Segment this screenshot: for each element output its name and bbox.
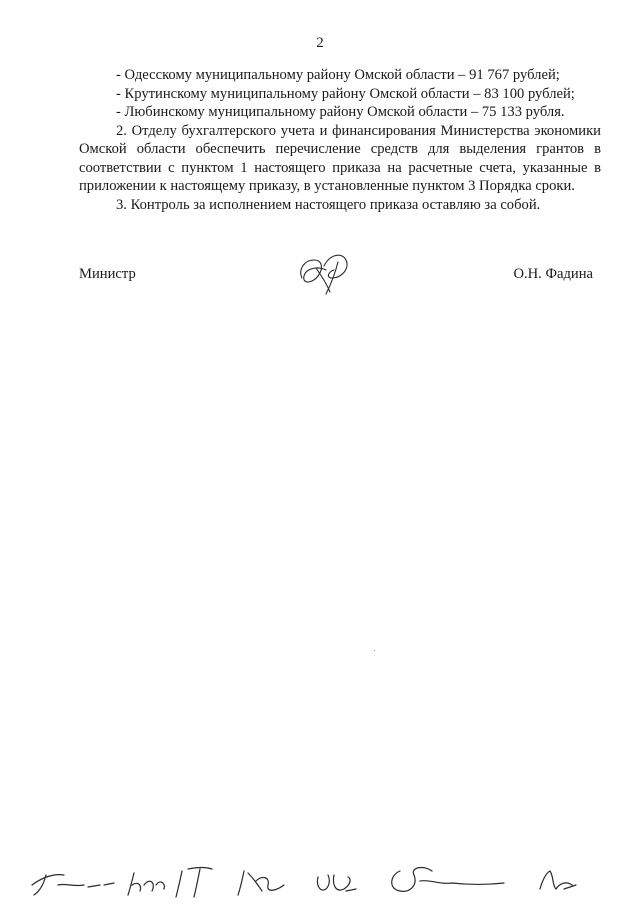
paragraph-control: 3. Контроль за исполнением настоящего приказа оставляю за собой. [116, 196, 541, 213]
paragraph-accounting-instruction: 2. Отделу бухгалтерского учета и финансирования Министерства экономики Омской области обеспечить перечисление средств для выделения грантов в соответствии с пунктом 1 настоящего приказа на расчетные счета, указанные в приложении к настоящему приказу, в установленные пунктом 3 Порядка сроки. [79, 122, 601, 194]
document-body [79, 66, 601, 214]
page-number: 2 [316, 35, 324, 51]
grant-line-lyubinsky: - Любинскому муниципальному району Омской области – 75 133 рубля. [116, 104, 565, 120]
approval-initials [0, 845, 640, 905]
minister-signature [296, 248, 356, 298]
grant-line-krutinsky: - Крутинскому муниципальному району Омской области – 83 100 рублей; [116, 85, 575, 102]
minister-title: Министр [79, 266, 136, 282]
scan-speck [374, 650, 375, 651]
minister-name: О.Н. Фадина [513, 266, 593, 282]
grant-line-odessky: - Одесскому муниципальному району Омской области – 91 767 рублей; [116, 67, 560, 83]
